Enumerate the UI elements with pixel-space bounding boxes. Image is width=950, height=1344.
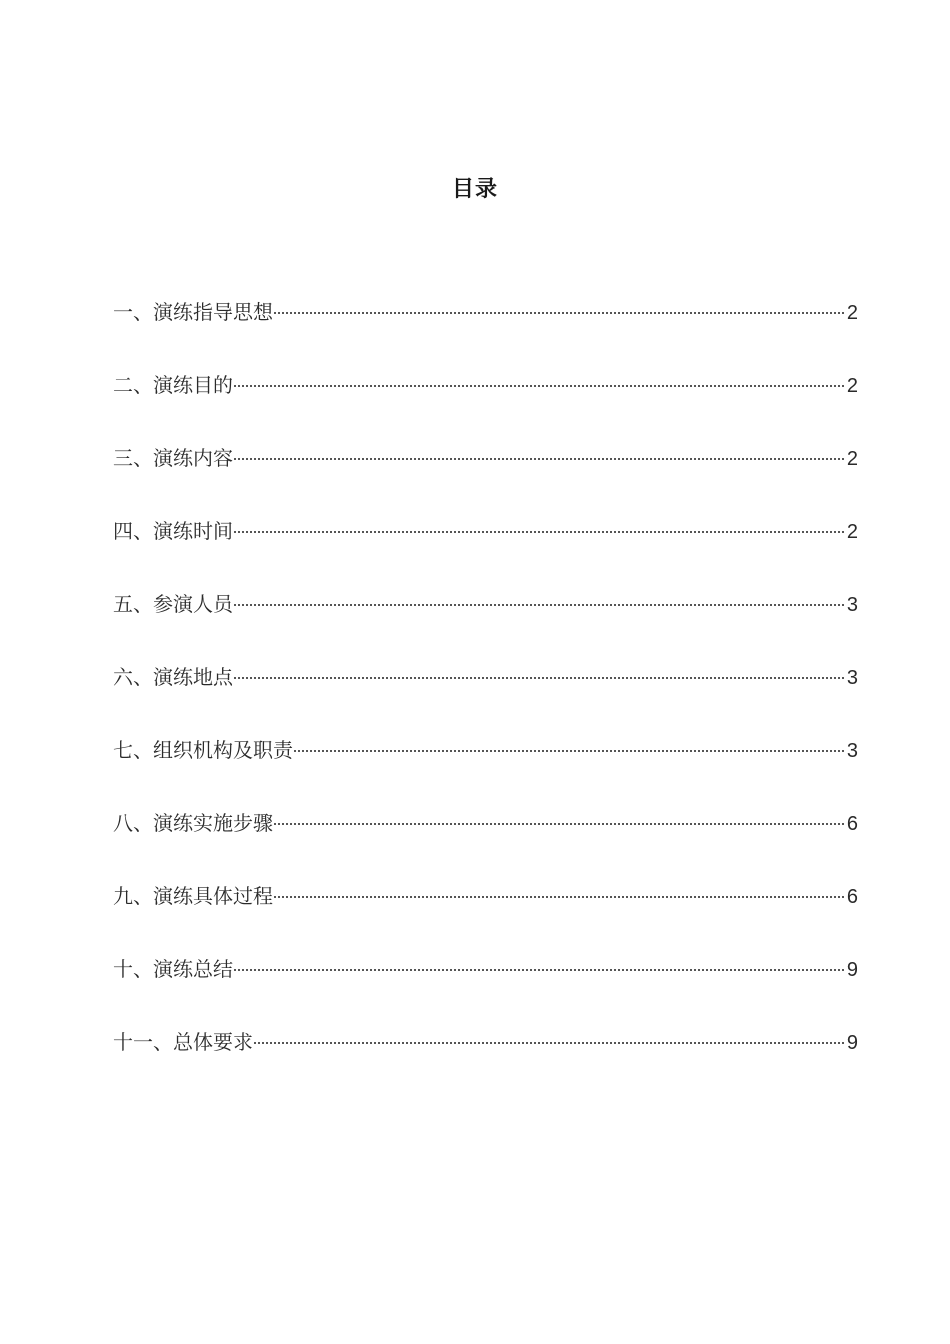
toc-entry-label: 十一、总体要求 bbox=[113, 1030, 253, 1054]
toc-entry-label: 四、演练时间 bbox=[113, 519, 233, 543]
toc-dot-leader bbox=[234, 677, 844, 679]
toc-entry-label: 五、参演人员 bbox=[113, 592, 233, 616]
toc-entry-page: 2 bbox=[846, 375, 858, 397]
toc-entry[interactable] bbox=[113, 365, 858, 438]
toc-dot-leader bbox=[294, 750, 844, 752]
toc-entry[interactable] bbox=[113, 511, 858, 584]
toc-dot-leader bbox=[234, 458, 844, 460]
toc-entry-page: 9 bbox=[846, 959, 858, 981]
toc-entry-page: 3 bbox=[846, 740, 858, 762]
toc-entry[interactable] bbox=[113, 949, 858, 1022]
toc-dot-leader bbox=[254, 1042, 844, 1044]
toc-entry-label: 六、演练地点 bbox=[113, 665, 233, 689]
toc-dot-leader bbox=[234, 604, 844, 606]
toc-entry[interactable] bbox=[113, 876, 858, 949]
toc-entry-page: 3 bbox=[846, 594, 858, 616]
toc-entry-label: 七、组织机构及职责 bbox=[113, 738, 293, 762]
toc-entry[interactable] bbox=[113, 292, 858, 365]
toc-entry-page: 9 bbox=[846, 1032, 858, 1054]
toc-entry-page: 2 bbox=[846, 302, 858, 324]
toc-dot-leader bbox=[274, 823, 844, 825]
toc-dot-leader bbox=[274, 312, 844, 314]
toc-entry-page: 6 bbox=[846, 886, 858, 908]
toc-list bbox=[113, 292, 858, 1095]
toc-entry-page: 6 bbox=[846, 813, 858, 835]
toc-entry[interactable] bbox=[113, 730, 858, 803]
toc-entry[interactable] bbox=[113, 803, 858, 876]
toc-entry-page: 2 bbox=[846, 521, 858, 543]
toc-entry-label: 三、演练内容 bbox=[113, 446, 233, 470]
toc-entry-label: 二、演练目的 bbox=[113, 373, 233, 397]
toc-dot-leader bbox=[234, 385, 844, 387]
toc-entry[interactable] bbox=[113, 584, 858, 657]
toc-entry-label: 九、演练具体过程 bbox=[113, 884, 273, 908]
toc-dot-leader bbox=[234, 969, 844, 971]
toc-entry-page: 2 bbox=[846, 448, 858, 470]
toc-entry-label: 八、演练实施步骤 bbox=[113, 811, 273, 835]
toc-entry-page: 3 bbox=[846, 667, 858, 689]
toc-entry[interactable] bbox=[113, 1022, 858, 1095]
toc-entry[interactable] bbox=[113, 657, 858, 730]
toc-entry[interactable] bbox=[113, 438, 858, 511]
toc-title: 目录 bbox=[451, 177, 498, 202]
toc-entry-label: 一、演练指导思想 bbox=[113, 300, 273, 324]
toc-entry-label: 十、演练总结 bbox=[113, 957, 233, 981]
toc-dot-leader bbox=[274, 896, 844, 898]
toc-dot-leader bbox=[234, 531, 844, 533]
